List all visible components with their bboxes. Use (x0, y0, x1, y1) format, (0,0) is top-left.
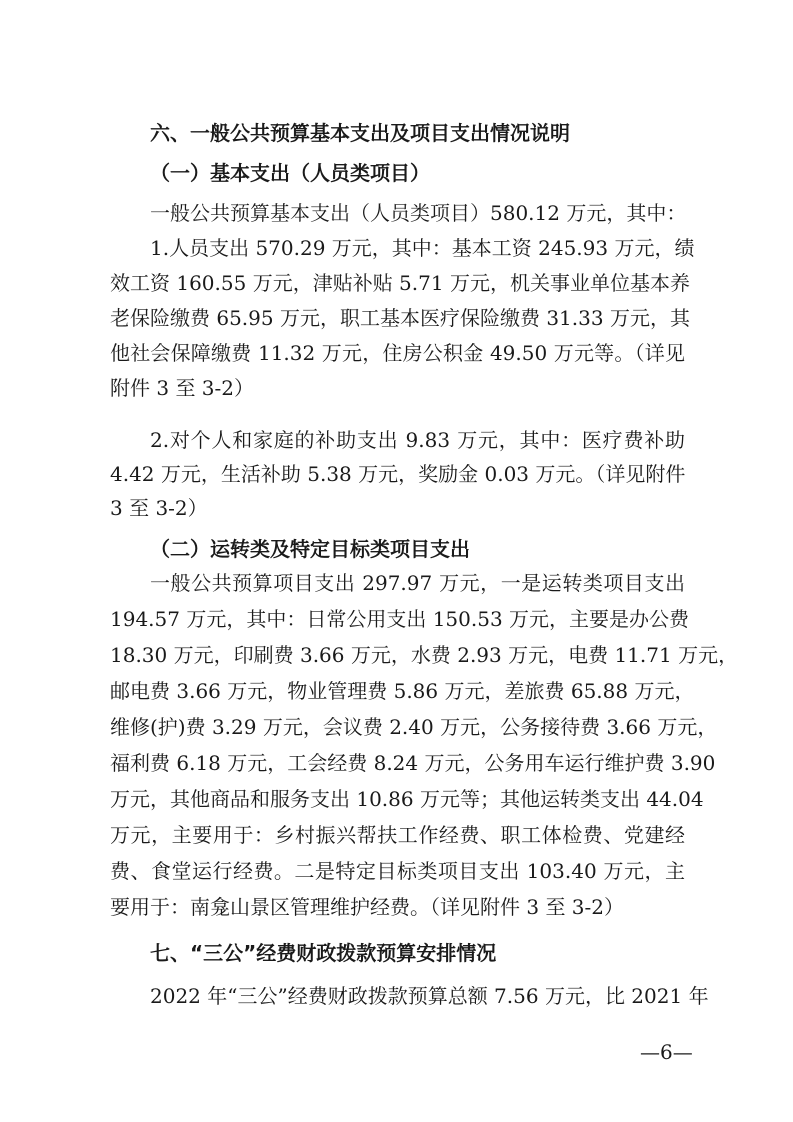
sub2-line: 福利费 6.18 万元，工会经费 8.24 万元，公务用车运行维护费 3.90 (110, 751, 716, 775)
item2-line: 3 至 3-2） (110, 496, 208, 520)
sub2-line: 万元，主要用于：乡村振兴帮扶工作经费、职工体检费、党建经 (110, 823, 685, 847)
sub2-line: 费、食堂运行经费。二是特定目标类项目支出 103.40 万元，主 (110, 859, 685, 883)
section6-sub1-heading: （一）基本支出（人员类项目） (150, 161, 430, 185)
sub2-line: 万元，其他商品和服务支出 10.86 万元等；其他运转类支出 44.04 (110, 787, 704, 811)
sub2-line: 邮电费 3.66 万元，物业管理费 5.86 万元，差旅费 65.88 万元， (110, 679, 695, 703)
sub1-intro: 一般公共预算基本支出（人员类项目）580.12 万元，其中： (150, 201, 687, 225)
item1-line: 老保险缴费 65.95 万元，职工基本医疗保险缴费 31.33 万元，其 (110, 306, 690, 330)
item1-line: 1.人员支出 570.29 万元，其中：基本工资 245.93 万元，绩 (150, 236, 695, 260)
section7-line: 2022 年“三公”经费财政拨款预算总额 7.56 万元，比 2021 年 (150, 984, 709, 1008)
page-number: —6— (640, 1040, 693, 1064)
sub2-line: 18.30 万元，印刷费 3.66 万元，水费 2.93 万元，电费 11.71 万元， (110, 643, 739, 667)
sub2-line: 维修(护)费 3.29 万元，会议费 2.40 万元，公务接待费 3.66 万元， (110, 715, 718, 739)
item1-line: 效工资 160.55 万元，津贴补贴 5.71 万元，机关事业单位基本养 (110, 271, 690, 295)
sub2-line: 要用于：南龛山景区管理维护经费。（详见附件 3 至 3-2） (110, 895, 625, 919)
item2-line: 4.42 万元，生活补助 5.38 万元，奖励金 0.03 万元。（详见附件 (110, 462, 686, 486)
section6-heading: 六、一般公共预算基本支出及项目支出情况说明 (150, 121, 570, 145)
item1-line: 附件 3 至 3-2） (110, 376, 255, 400)
section7-heading: 七、“三公”经费财政拨款预算安排情况 (150, 941, 497, 965)
sub2-line: 194.57 万元，其中：日常公用支出 150.53 万元，主要是办公费 (110, 607, 690, 631)
item1-line: 他社会保障缴费 11.32 万元，住房公积金 49.50 万元等。（详见 (110, 341, 685, 365)
section6-sub2-heading: （二）运转类及特定目标类项目支出 (150, 537, 470, 561)
item2-line: 2.对个人和家庭的补助支出 9.83 万元，其中：医疗费补助 (150, 428, 685, 452)
sub2-line: 一般公共预算项目支出 297.97 万元，一是运转类项目支出 (150, 571, 685, 595)
